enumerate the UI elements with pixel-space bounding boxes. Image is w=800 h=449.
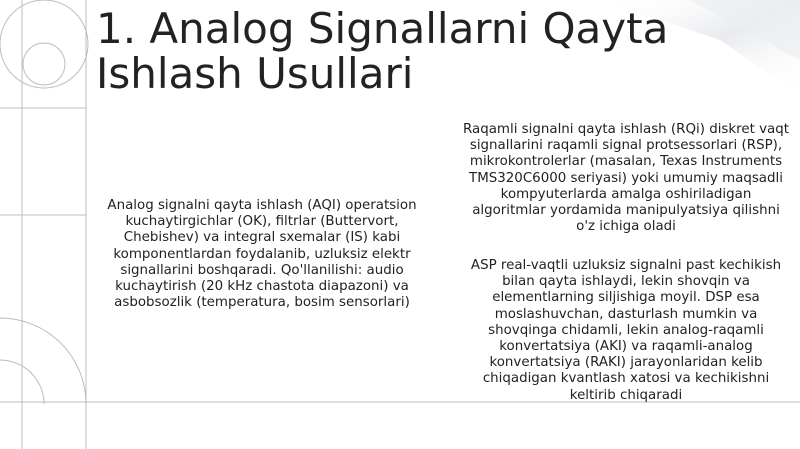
slide-title: 1. Analog Signallarni Qayta Ishlash Usullari — [96, 4, 669, 98]
right-text-block-1: Raqamli signalni qayta ishlash (RQi) diskret vaqt signallarini raqamli signal protsessorlari (RSP), mikrokontrolerlar (masalan, Texas Instruments TMS320C6000 seriyasi) yoki umumiy maqsadli kompyuterlarda amalga oshiriladigan algoritmlar yordamida manipulyatsiya qilishni o'z ichiga oladi — [463, 122, 789, 235]
decor-circle-large — [0, 0, 88, 88]
decor-arc-bottom-1 — [0, 318, 86, 404]
left-text-block: Analog signalni qayta ishlash (AQI) operatsion kuchaytirgichlar (OK), filtrlar (Buttervort, Chebishev) va integral sxemalar (IS) kabi komponentlardan foydalanib, uzluksiz elektr signallarini boshqaradi. Qo'llanilishi: audio kuchaytirish (20 kHz chastota diapazoni) va asbobsozlik (temperatura, bosim sensorlari) — [107, 198, 417, 311]
decor-circle-small — [23, 43, 65, 85]
right-text-block-2: ASP real-vaqtli uzluksiz signalni past kechikish bilan qayta ishlaydi, lekin shovqin va elementlarning siljishiga moyil. DSP esa moslashuvchan, dasturlash mumkin va shovqinga chidamli, lekin analog-raqamli konvertatsiya (AKI) va raqamli-analog konvertatsiya (RAKI) jarayonlaridan kelib chiqadigan kvantlash xatosi va kechikishni keltirib chiqaradi — [470, 258, 782, 403]
